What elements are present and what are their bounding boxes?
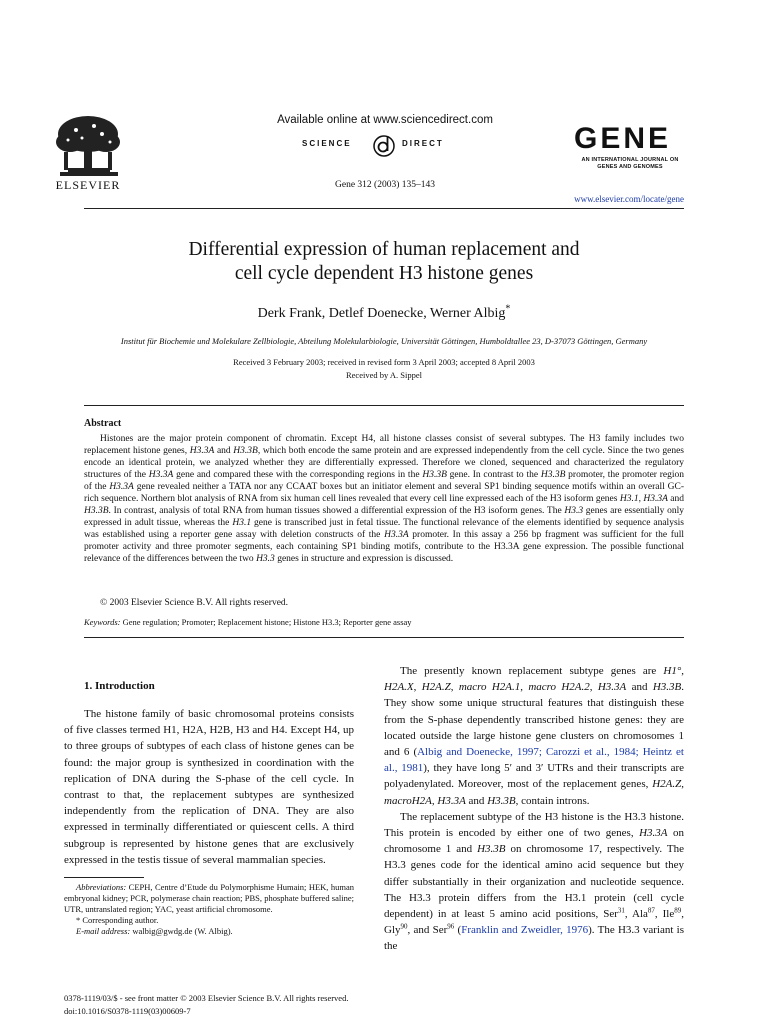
received-by-text: Received by A. Sippel bbox=[345, 370, 422, 380]
corresponding-author-footnote: * Corresponding author. bbox=[76, 915, 159, 925]
keywords-label: Keywords: bbox=[84, 617, 121, 627]
affiliation: Institut für Biochemie und Molekulare Zellbiologie, Abteilung Molekularbiologie, Universität Göttingen, Humboldtallee 23, D-37073 Göttingen, Germany bbox=[120, 336, 648, 346]
received-dates bbox=[84, 356, 684, 382]
citation-link[interactable]: Franklin and Zweidler, 1976 bbox=[461, 924, 589, 937]
authors-text: Derk Frank, Detlef Doenecke, Werner Albig bbox=[257, 306, 506, 321]
abbreviations-label: Abbreviations: bbox=[76, 882, 127, 892]
title-line-1: Differential expression of human replacement and bbox=[188, 239, 580, 260]
introduction-paragraph-2: The presently known replacement subtype genes are H1°, H2A.X, H2A.Z, macro H2A.1, macro H2A.2, H3.3A and H3.3B. They show some unique structural features that distinguish these from the S-phase dependently transcribed histone genes: they are located outside the large histone gene clusters on chromosomes 1 and 6 (Albig and Doenecke, 1997; Carozzi et al., 1984; Heintz et al., 1981), they have long 5′ and 3′ UTRs and their transcripts are polyadenylated. Moreover, most of the replacement genes, H2A.Z, macroH2A, H3.3A and H3.3B, contain introns. bbox=[384, 665, 684, 807]
abstract-copyright: © 2003 Elsevier Science B.V. All rights reserved. bbox=[100, 598, 289, 608]
author-list bbox=[84, 303, 684, 322]
sciencedirect-logo bbox=[300, 130, 470, 158]
journal-logo-text: GENE bbox=[574, 122, 672, 155]
keywords-line bbox=[84, 617, 684, 627]
header-divider bbox=[84, 208, 684, 209]
email-footnote bbox=[64, 926, 354, 937]
issn-line: 0378-1119/03/$ - see front matter © 2003 Elsevier Science B.V. All rights reserved. bbox=[64, 993, 349, 1003]
abstract-heading: Abstract bbox=[84, 418, 122, 429]
footnote-divider bbox=[64, 877, 144, 878]
corresponding-mark[interactable]: * bbox=[505, 303, 511, 315]
email-label: E-mail address: bbox=[76, 926, 131, 936]
sciencedirect-d-icon bbox=[370, 130, 398, 158]
introduction-paragraph-3: The replacement subtype of the H3 histone is the H3.3 histone. This protein is encoded by either one of two genes, H3.3A on chromosome 1 and H3.3B on chromosome 17, respectively. The H3.3 genes code for the identical amino acid sequence but they differ substantially in their organization and nucleotide sequence. The H3.3 protein differs from the H3.1 protein (cell cycle dependent) in at least 5 amino acid positions, Ser$^{31}$, Ala$^{87}$, Ile$^{89}$, Gly$^{90}$, and Ser$^{96}$ (Franklin and Zweidler, 1976). The H3.3 variant is the bbox=[384, 810, 685, 953]
abstract-body: Histones are the major protein component of chromatin. Except H4, all histone classes consist of several subtypes. The H3 family includes two replacement histone genes, H3.3A and H3.3B, which both encode the same protein and are expressed independently from the cell cycle. Since the two genes encode an identical protein, we analyzed whether they are differentially expressed. Therefore we cloned, sequenced and characterized the regulatory structures of the H3.3A gene and compared these with the corresponding regions in the H3.3B gene. In contrast to the H3.3B promoter, the promoter region of the H3.3A gene revealed neither a TATA nor any CCAAT boxes but an initiator element and several SP1 binding sequence motifs within an overall GC-rich sequence. Northern blot analysis of RNA from six human cell lines revealed that every cell line expressed each of the H3 isoform genes H3.1, H3.3A and H3.3B. In contrast, analysis of total RNA from human tissues showed a differential expression of the H3 isoform genes. The H3.3 genes are essentially only expressed in adult tissue, whereas the H3.1 gene is transcribed just in fetal tissue. The functional relevance of the elements identified by sequence analysis was established using a reporter gene assay with deletion constructs of the H3.3A promoter. In this assay a 256 bp fragment was sufficient for the full promoter activity and three promoter segments, each containing SP1 binding motifs, contribute to the H3.3A gene expression. The possible functional relevance of the differences between the two H3.3 genes in structure and expression is discussed. bbox=[84, 434, 685, 564]
abbreviations-text: CEPH, Centre d’Etude du Polymorphisme Humain; HEK, human embryonal kidney; PCR, polymerase chain reaction; PBS, phosphate buffered saline; UTR, untranslated region; YAC, yeast artificial chromosome. bbox=[64, 882, 354, 914]
abbreviations-footnote bbox=[64, 882, 354, 915]
citation-link[interactable]: Albig and Doenecke, 1997; Carozzi et al., 1984; Heintz et al., 1981 bbox=[384, 746, 684, 775]
available-online-text: Available online at www.sciencedirect.com bbox=[277, 114, 493, 126]
sciencedirect-left: SCIENCE bbox=[302, 139, 352, 148]
introduction-right-column bbox=[384, 663, 684, 955]
received-text: Received 3 February 2003; received in revised form 3 April 2003; accepted 8 April 2003 bbox=[233, 357, 535, 367]
keywords-text: Gene regulation; Promoter; Replacement histone; Histone H3.3; Reporter gene assay bbox=[122, 617, 412, 627]
sciencedirect-right: DIRECT bbox=[402, 139, 444, 148]
doi-line[interactable]: doi:10.1016/S0378-1119(03)00609-7 bbox=[64, 1006, 191, 1016]
publisher-name: ELSEVIER bbox=[55, 178, 121, 192]
journal-url-link[interactable]: www.elsevier.com/locate/gene bbox=[574, 194, 684, 204]
introduction-paragraph-1: The histone family of basic chromosomal proteins consists of five classes termed H1, H2A, H2B, H3 and H4. Except H4, up to three groups of subtypes of each class of histone genes can be found: the major group is synthesized in coordination with the replication of DNA during the S-phase of the cell cycle. In contrast to that, the replacement subtypes are synthesized independently from the replication of DNA. They are also expressed in terminally differentiated or quiescent cells. A third subgroup is represented by histone genes that are exclusively expressed in the testis tissue of several mammalian species. bbox=[64, 708, 354, 866]
article-title bbox=[84, 238, 684, 286]
title-line-2: cell cycle dependent H3 histone genes bbox=[234, 263, 534, 284]
section-heading-introduction: 1. Introduction bbox=[84, 680, 155, 692]
abstract-bottom-divider bbox=[84, 637, 684, 638]
email-text[interactable]: walbig@gwdg.de (W. Albig). bbox=[132, 926, 233, 936]
footnotes bbox=[64, 882, 354, 937]
journal-reference: Gene 312 (2003) 135–143 bbox=[335, 180, 435, 190]
abstract-top-divider bbox=[84, 405, 684, 406]
journal-subtitle: AN INTERNATIONAL JOURNAL ON GENES AND GENOMES bbox=[581, 157, 679, 170]
